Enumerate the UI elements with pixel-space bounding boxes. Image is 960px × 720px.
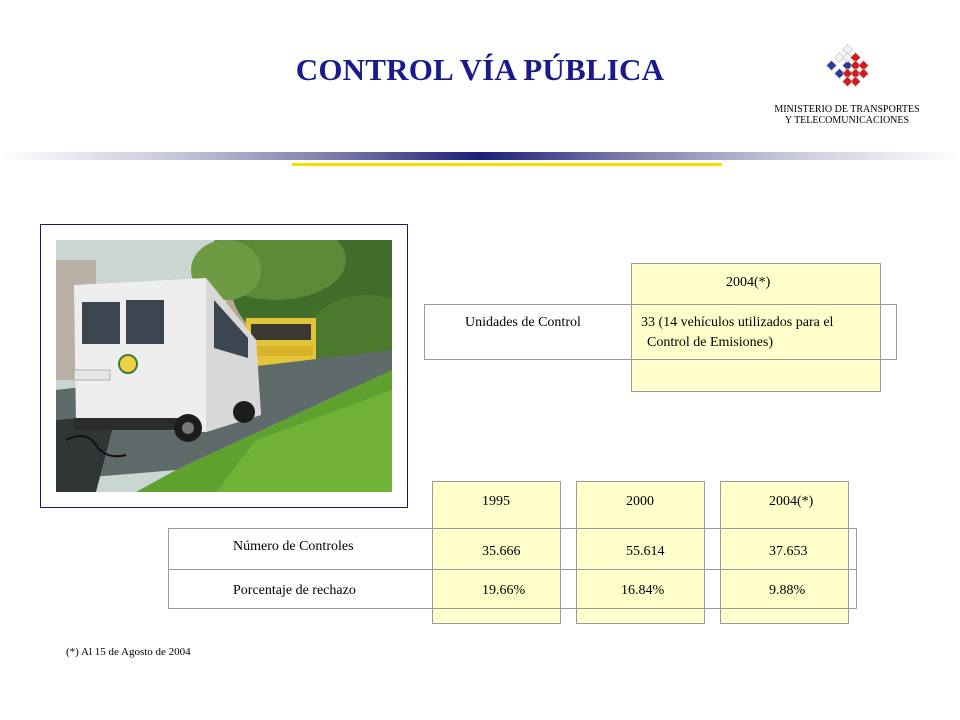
- controls-value-2004: 37.653: [769, 544, 808, 559]
- year-header-1995: 1995: [482, 494, 510, 509]
- rejection-value-2004: 9.88%: [769, 583, 806, 598]
- ministry-line-1: MINISTERIO DE TRANSPORTES: [774, 104, 920, 115]
- units-value-line-2: Control de Emisiones): [647, 335, 773, 350]
- header-accent-line: [292, 163, 722, 166]
- header-band: [0, 152, 960, 160]
- controls-value-2000: 55.614: [626, 544, 665, 559]
- ministry-logo: [822, 44, 876, 92]
- rejection-value-2000: 16.84%: [621, 583, 665, 598]
- ministry-name: [752, 104, 942, 126]
- year-header-2000: 2000: [626, 494, 654, 509]
- footnote: (*) Al 15 de Agosto de 2004: [66, 646, 191, 658]
- units-row: [424, 304, 897, 360]
- units-value-line-1: 33 (14 vehículos utilizados para el: [641, 315, 834, 330]
- units-row-label: Unidades de Control: [465, 315, 581, 330]
- units-year-header: 2004(*): [726, 275, 771, 290]
- inspection-van-photo: [56, 240, 392, 492]
- ministry-line-2: Y TELECOMUNICACIONES: [784, 115, 910, 126]
- controls-row-label: Número de Controles: [233, 539, 354, 554]
- page-title: CONTROL VÍA PÚBLICA: [295, 52, 665, 87]
- rejection-row-label: Porcentaje de rechazo: [233, 583, 356, 598]
- year-header-2004: 2004(*): [769, 494, 814, 509]
- controls-value-1995: 35.666: [482, 544, 521, 559]
- rejection-value-1995: 19.66%: [482, 583, 526, 598]
